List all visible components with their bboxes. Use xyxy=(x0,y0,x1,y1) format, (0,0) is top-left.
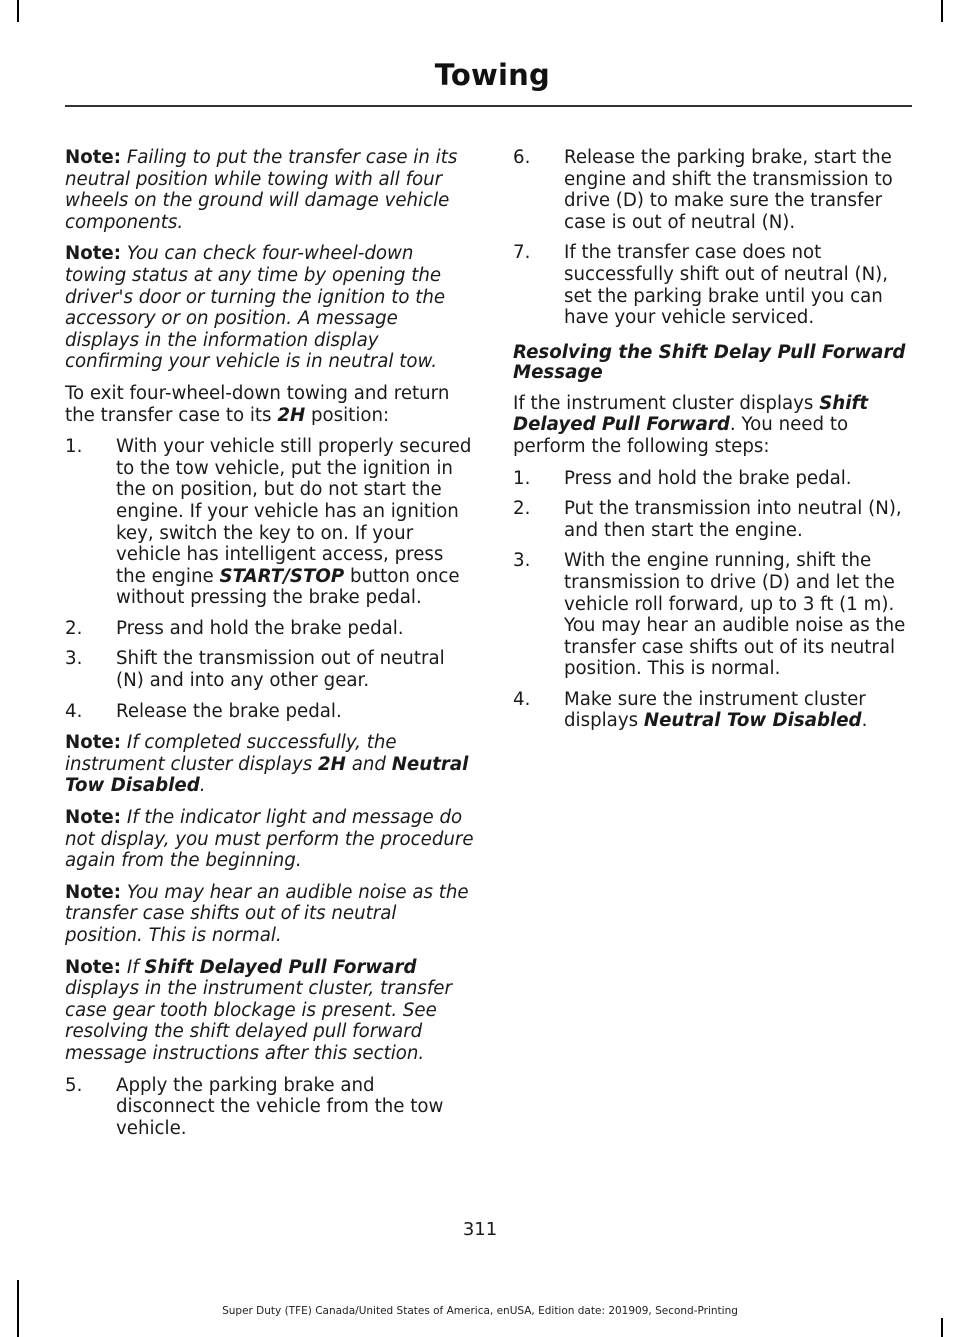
list-item: 5. Apply the parking brake and disconnect the vehicle from the tow vehicle. xyxy=(65,1074,444,1139)
list-item: 6. Release the parking brake, start the engine and shift the transmission to drive (D) to make sure the transfer case is out of neutral (N). xyxy=(513,147,893,233)
list-item: 4. Make sure the instrument cluster displays Neutral Tow Disabled. xyxy=(513,688,868,732)
subsection-heading: Resolving the Shift Delay Pull Forward Message xyxy=(513,341,906,383)
crop-mark-bottom-right xyxy=(941,1318,943,1337)
crop-mark-top-left xyxy=(17,0,19,22)
resolve-intro: If the instrument cluster displays Shift Delayed Pull Forward. You need to perform the following steps: xyxy=(513,392,869,457)
list-item: 2. Put the transmission into neutral (N), and then start the engine. xyxy=(513,498,902,541)
list-item: 2. Press and hold the brake pedal. xyxy=(65,617,404,639)
right-column xyxy=(513,147,909,742)
list-item: 1. With your vehicle still properly secured to the tow vehicle, put the ignition in the on position, but do not start the engine. If your vehicle has an ignition key, switch the key to on. If your vehicle has intelligent access, press the engine START/STOP button once without pressing the brake pedal. xyxy=(65,436,472,609)
section-title: Towing xyxy=(434,58,550,92)
list-item: 4. Release the brake pedal. xyxy=(65,700,342,722)
note-shift-delayed: Note: If Shift Delayed Pull Forward displays in the instrument cluster, transfer case gear tooth blockage is present. See resolving the shift delayed pull forward message instructions after this section. xyxy=(65,956,452,1064)
note-transfer-case: Note: Failing to put the transfer case in its neutral position while towing with all four wheels on the ground will damage vehicle components. xyxy=(65,147,458,233)
footer-edition-info: Super Duty (TFE) Canada/United States of America, enUSA, Edition date: 201909, Second-Printing xyxy=(222,1305,738,1317)
exit-steps-list-end xyxy=(513,147,909,329)
list-item: 3. With the engine running, shift the transmission to drive (D) and let the vehicle roll forward, up to 3 ft (1 m). You may hear an audible noise as the transfer case shifts out of its neutral position. This is normal. xyxy=(513,550,906,680)
note-completed: Note: If completed successfully, the instrument cluster displays 2H and Neutral Tow Disabled. xyxy=(65,732,469,797)
exit-steps-list xyxy=(65,436,475,722)
header-divider xyxy=(65,105,912,107)
left-column xyxy=(65,147,475,1149)
exit-intro: To exit four-wheel-down towing and return the transfer case to its 2H position: xyxy=(65,382,450,426)
list-item: 1. Press and hold the brake pedal. xyxy=(513,467,852,489)
crop-mark-top-right xyxy=(941,0,943,22)
note-tow-status: Note: You can check four-wheel-down towing status at any time by opening the driver's door or turning the ignition to the accessory or on position. A message displays in the information display confirming your vehicle is in neutral tow. xyxy=(65,243,446,373)
note-indicator: Note: If the indicator light and message do not display, you must perform the procedure again from the beginning. xyxy=(65,807,474,872)
list-item: 3. Shift the transmission out of neutral (N) and into any other gear. xyxy=(65,648,445,692)
list-item: 7. If the transfer case does not successfully shift out of neutral (N), set the parking brake until you can have your vehicle serviced. xyxy=(513,242,889,329)
resolve-steps-list xyxy=(513,468,909,733)
page-number: 311 xyxy=(462,1219,498,1240)
note-audible-noise: Note: You may hear an audible noise as the transfer case shifts out of its neutral position. This is normal. xyxy=(65,881,469,946)
exit-steps-list-continued xyxy=(65,1075,475,1140)
